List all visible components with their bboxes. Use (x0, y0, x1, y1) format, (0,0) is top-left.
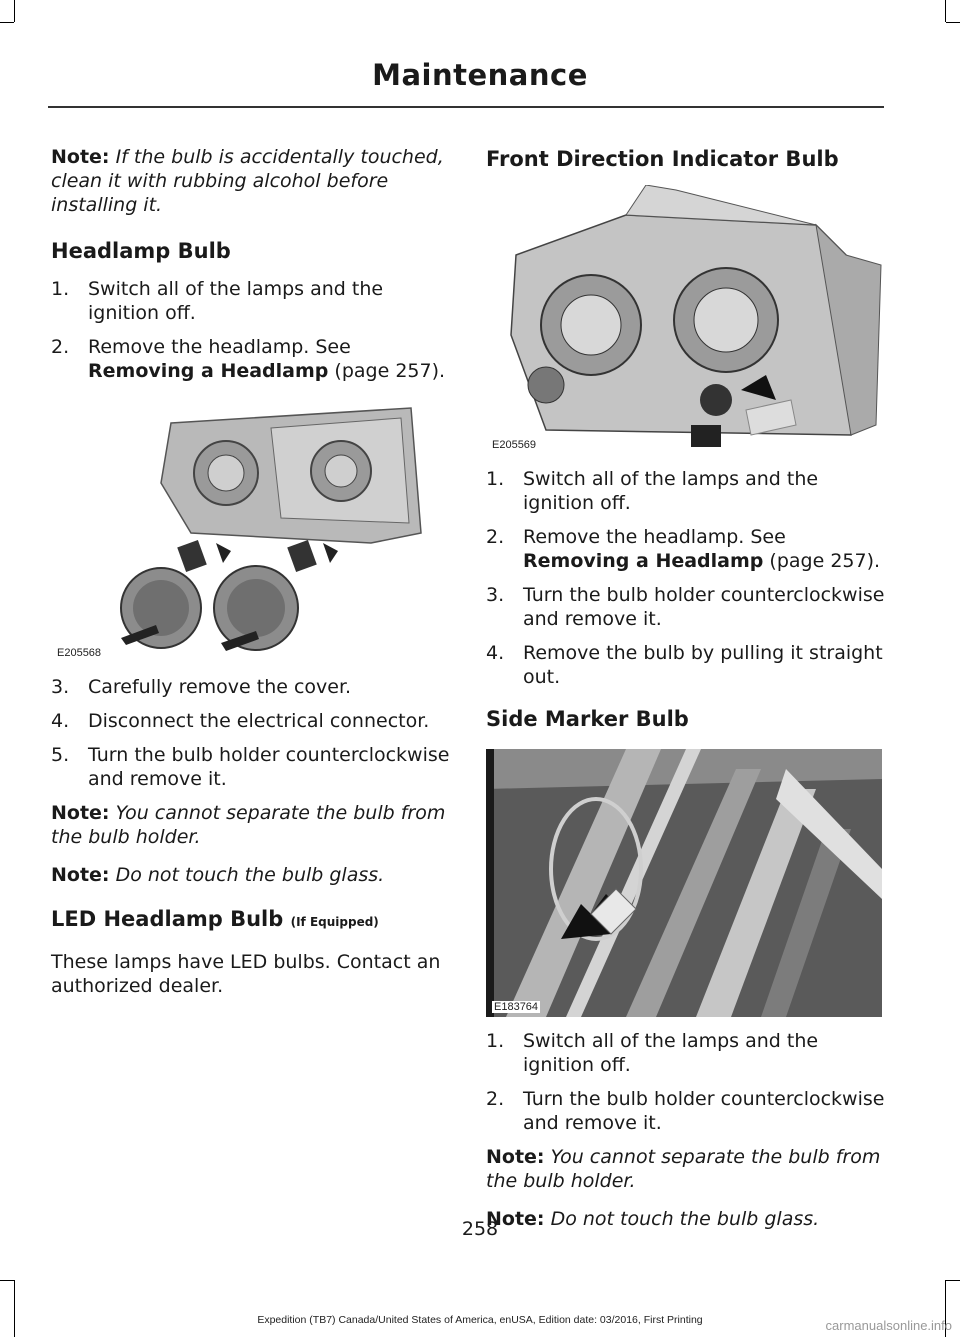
header-divider (48, 106, 884, 108)
note-bulb-glass: Note: Do not touch the bulb glass. (51, 864, 385, 886)
led-paragraph: These lamps have LED bulbs. Contact an authorized dealer. (51, 951, 441, 997)
list-item: 3. Turn the bulb holder counterclockwise and remove it. (486, 584, 885, 630)
note-separate-bulb: Note: You cannot separate the bulb from the bulb holder. (51, 802, 446, 848)
right-column (486, 145, 886, 1231)
crop-mark (0, 22, 14, 23)
note-cleaning: Note: If the bulb is accidentally touched, clean it with rubbing alcohol before installing it. (51, 146, 444, 216)
footer-edition-info: Expedition (TB7) Canada/United States of America, enUSA, Edition date: 03/2016, First Printing (257, 1314, 703, 1326)
cross-reference-link[interactable]: Removing a Headlamp (88, 360, 329, 382)
list-item: 1. Switch all of the lamps and the ignition off. (486, 1030, 819, 1076)
headlamp-illustration (51, 393, 451, 663)
note-separate-bulb: Note: You cannot separate the bulb from the bulb holder. (486, 1146, 881, 1192)
watermark: carmanualsonline.info (825, 1318, 952, 1333)
list-item: 5. Turn the bulb holder counterclockwise and remove it. (51, 744, 450, 790)
list-item: 2. Remove the headlamp. See Removing a Headlamp (page 257). (51, 336, 446, 382)
crop-mark (946, 1280, 960, 1281)
side-marker-steps (486, 1029, 886, 1135)
page-title: Maintenance (372, 58, 588, 92)
direction-indicator-steps (486, 467, 886, 689)
figure-code: E205568 (57, 647, 102, 659)
list-item: 1. Switch all of the lamps and the ignition off. (51, 278, 384, 324)
list-item: 3. Carefully remove the cover. (51, 676, 352, 698)
section-heading-side-marker: Side Marker Bulb (486, 707, 689, 731)
crop-mark (0, 1280, 14, 1281)
section-heading-front-direction-indicator: Front Direction Indicator Bulb (486, 147, 839, 171)
list-item: 2. Turn the bulb holder counterclockwise and remove it. (486, 1088, 885, 1134)
figure-headlamp-bulb (51, 393, 451, 663)
direction-indicator-illustration (486, 185, 882, 455)
crop-mark (14, 1280, 15, 1337)
headlamp-steps (51, 277, 451, 383)
left-column (51, 145, 451, 998)
list-item: 1. Switch all of the lamps and the ignition off. (486, 468, 819, 514)
crop-mark (14, 0, 15, 22)
figure-code: E183764 (494, 1001, 539, 1013)
list-item: 2. Remove the headlamp. See Removing a Headlamp (page 257). (486, 526, 881, 572)
side-marker-illustration (486, 749, 882, 1017)
crop-mark (945, 0, 946, 22)
note-bulb-glass: Note: Do not touch the bulb glass. (486, 1208, 820, 1230)
figure-side-marker (486, 749, 882, 1017)
list-item: 4. Disconnect the electrical connector. (51, 710, 430, 732)
crop-mark (946, 22, 960, 23)
cross-reference-link[interactable]: Removing a Headlamp (523, 550, 764, 572)
figure-direction-indicator (486, 185, 882, 455)
list-item: 4. Remove the bulb by pulling it straight out. (486, 642, 883, 688)
headlamp-steps-continued (51, 675, 451, 791)
section-heading-led: LED Headlamp Bulb (If Equipped) (51, 907, 379, 931)
qualifier-if-equipped: (If Equipped) (290, 915, 379, 929)
section-heading-headlamp: Headlamp Bulb (51, 239, 231, 263)
page-number: 258 (461, 1218, 499, 1240)
figure-code: E205569 (492, 439, 537, 451)
